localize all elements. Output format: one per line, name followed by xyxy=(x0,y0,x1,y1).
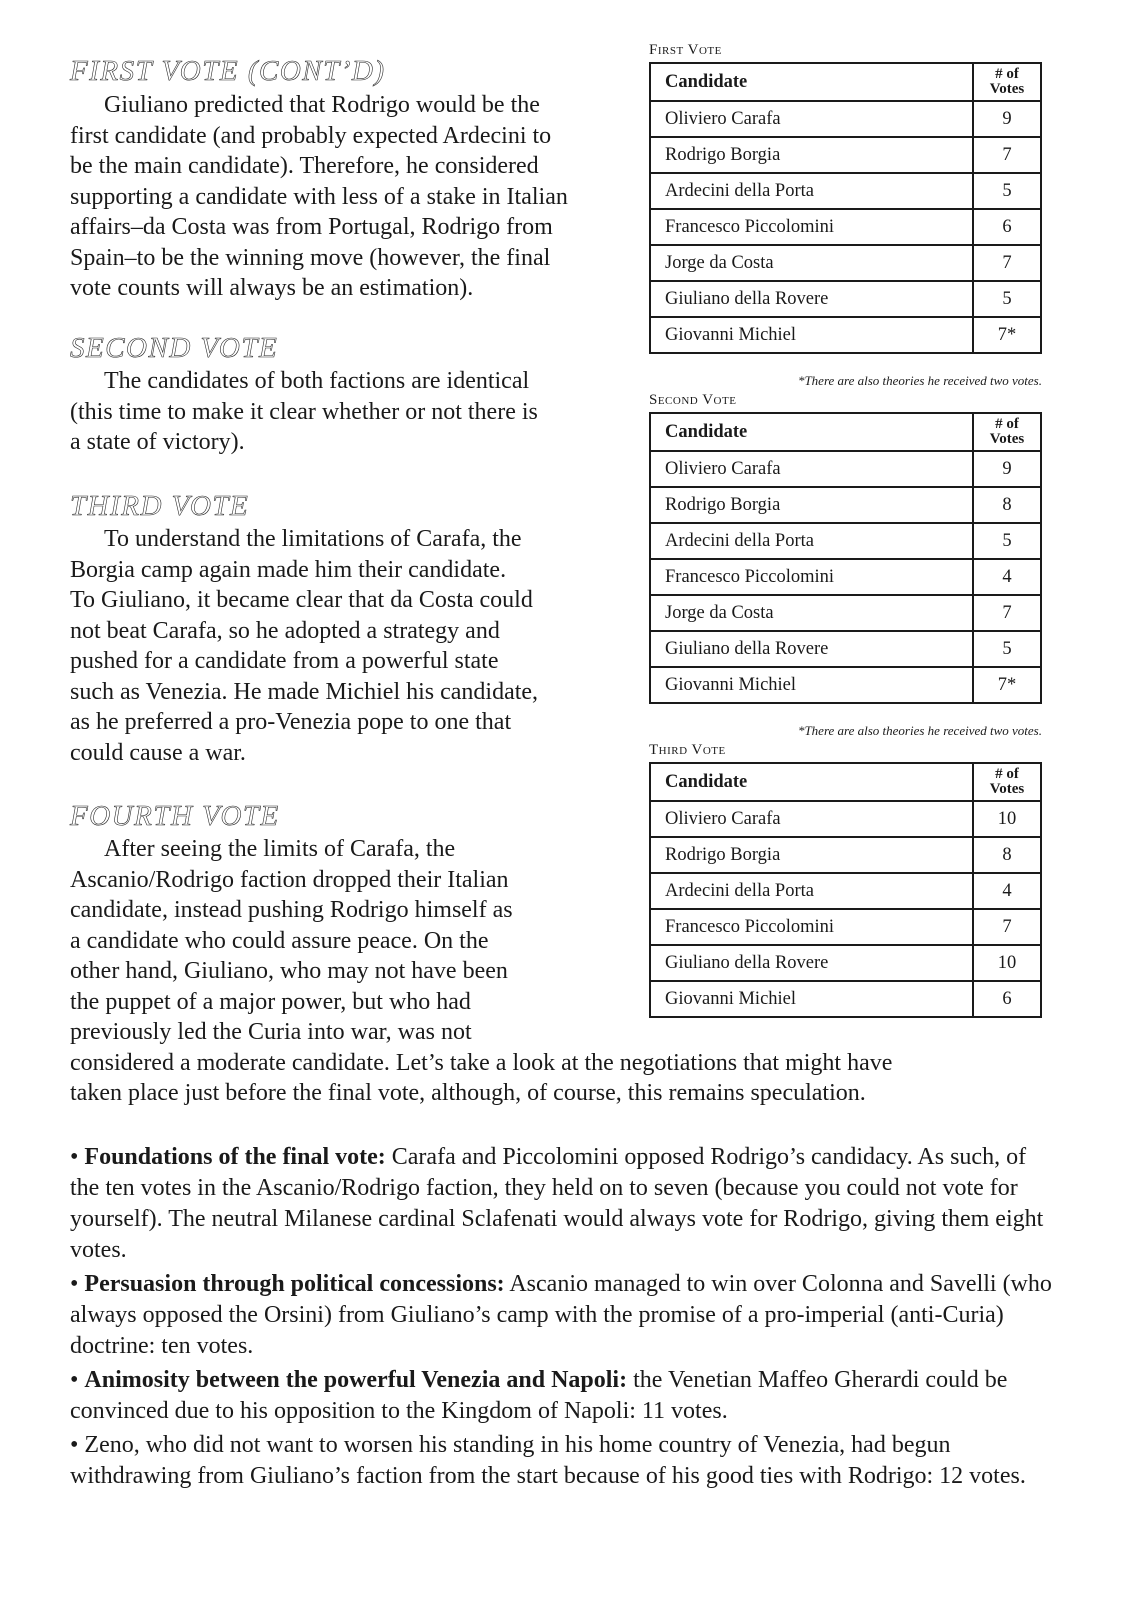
table-header-row xyxy=(650,413,1041,451)
candidate-name: Giovanni Michiel xyxy=(650,317,973,353)
para-line: such as Venezia. He made Michiel his candidate, xyxy=(70,678,539,705)
para-line: To understand the limitations of Carafa, the xyxy=(104,526,522,552)
para-line: a candidate who could assure peace. On the xyxy=(70,927,489,954)
bullet-lead: Persuasion through political concessions: xyxy=(84,1271,505,1297)
bullet-icon: • xyxy=(70,1144,85,1170)
candidate-name: Ardecini della Porta xyxy=(650,523,973,559)
vote-count: 8 xyxy=(973,837,1041,873)
vote-count: 7* xyxy=(973,667,1041,703)
table-row xyxy=(650,317,1041,353)
negotiation-bullet-list xyxy=(70,1142,1060,1495)
para-line: taken place just before the final vote, although, of course, this remains speculation. xyxy=(70,1080,866,1106)
header-votes xyxy=(973,63,1041,101)
header-votes-line2: Votes xyxy=(989,781,1025,797)
vote-count: 7* xyxy=(973,317,1041,353)
table-row xyxy=(650,281,1041,317)
candidate-name: Oliviero Carafa xyxy=(650,101,973,137)
candidate-name: Rodrigo Borgia xyxy=(650,487,973,523)
header-votes-line1: # of xyxy=(995,766,1019,782)
header-votes-line1: # of xyxy=(995,416,1019,432)
table-row xyxy=(650,523,1041,559)
vote-count: 8 xyxy=(973,487,1041,523)
para-line: Ascanio/Rodrigo faction dropped their Italian xyxy=(70,866,509,893)
table-header-row xyxy=(650,63,1041,101)
table-row xyxy=(650,945,1041,981)
vote-count: 7 xyxy=(973,595,1041,631)
bullet-text: Ascanio managed to win over Colonna and Savelli (who always opposed the Orsini) from Giuliano’s camp with the promise of a pro-imperial (anti-Curia) doctrine: ten votes. xyxy=(70,1271,1052,1359)
bullet-icon: • xyxy=(70,1271,85,1297)
heading-first-vote-contd: FIRST VOTE (CONT’D) xyxy=(70,55,386,87)
vote-count: 7 xyxy=(973,137,1041,173)
bullet-icon: • xyxy=(70,1367,85,1393)
footnote-first-vote: *There are also theories he received two votes. xyxy=(797,373,1042,388)
candidate-name: Oliviero Carafa xyxy=(650,451,973,487)
list-item xyxy=(70,1269,1060,1362)
vote-count: 5 xyxy=(973,631,1041,667)
vote-count: 9 xyxy=(973,451,1041,487)
heading-second-vote: SECOND VOTE xyxy=(70,332,279,364)
para-line: previously led the Curia into war, was not xyxy=(70,1019,472,1045)
candidate-name: Ardecini della Porta xyxy=(650,173,973,209)
para-line: Spain–to be the winning move (however, the final xyxy=(70,244,551,271)
para-line: Borgia camp again made him their candidate. xyxy=(70,556,507,583)
table-row xyxy=(650,631,1041,667)
table-row xyxy=(650,487,1041,523)
table-row xyxy=(650,801,1041,837)
vote-count: 6 xyxy=(973,209,1041,245)
para-line: candidate, instead pushing Rodrigo himself as xyxy=(70,897,513,923)
candidate-name: Francesco Piccolomini xyxy=(650,209,973,245)
table-row xyxy=(650,559,1041,595)
table-caption-first-vote: First Vote xyxy=(649,42,722,58)
para-line: be the main candidate). Therefore, he considered xyxy=(70,153,539,179)
paragraph-first-vote-contd xyxy=(70,90,568,304)
table-row xyxy=(650,451,1041,487)
para-line: pushed for a candidate from a powerful state xyxy=(70,648,499,674)
vote-count: 9 xyxy=(973,101,1041,137)
para-line: supporting a candidate with less of a stake in Italian xyxy=(70,183,568,210)
bullet-lead: Foundations of the final vote: xyxy=(84,1144,386,1170)
bullet-text: Zeno, who did not want to worsen his standing in his home country of Venezia, had begun withdrawing from Giuliano’s faction from the start because of his good ties with Rodrigo: 12 votes. xyxy=(70,1432,1026,1489)
list-item xyxy=(70,1365,1060,1427)
table-row xyxy=(650,209,1041,245)
candidate-name: Giovanni Michiel xyxy=(650,981,973,1017)
table-row xyxy=(650,909,1041,945)
para-line: affairs–da Costa was from Portugal, Rodrigo from xyxy=(70,214,553,240)
bullet-text: the Venetian Maffeo Gherardi could be convinced due to his opposition to the Kingdom of Napoli: 11 votes. xyxy=(70,1367,1008,1424)
candidate-name: Rodrigo Borgia xyxy=(650,837,973,873)
table-row xyxy=(650,873,1041,909)
table-row xyxy=(650,837,1041,873)
para-line: as he preferred a pro-Venezia pope to one that xyxy=(70,709,512,735)
para-line: other hand, Giuliano, who may not have been xyxy=(70,958,508,984)
candidate-name: Giuliano della Rovere xyxy=(650,945,973,981)
para-line: the puppet of a major power, but who had xyxy=(70,988,471,1015)
heading-third-vote: THIRD VOTE xyxy=(70,490,250,522)
candidate-name: Jorge da Costa xyxy=(650,245,973,281)
candidate-name: Rodrigo Borgia xyxy=(650,137,973,173)
para-line: The candidates of both factions are identical xyxy=(104,368,530,394)
candidate-name: Giuliano della Rovere xyxy=(650,631,973,667)
vote-count: 5 xyxy=(973,523,1041,559)
header-votes-line1: # of xyxy=(995,66,1019,82)
para-line: To Giuliano, it became clear that da Costa could xyxy=(70,587,533,613)
vote-count: 4 xyxy=(973,559,1041,595)
table-row xyxy=(650,981,1041,1017)
header-votes xyxy=(973,763,1041,801)
para-line: After seeing the limits of Carafa, the xyxy=(104,836,456,862)
para-line: (this time to make it clear whether or not there is xyxy=(70,398,538,425)
table-row xyxy=(650,137,1041,173)
list-item xyxy=(70,1430,1060,1492)
vote-count: 5 xyxy=(973,173,1041,209)
vote-count: 10 xyxy=(973,801,1041,837)
para-line: Giuliano predicted that Rodrigo would be the xyxy=(104,92,540,118)
header-votes xyxy=(973,413,1041,451)
candidate-name: Oliviero Carafa xyxy=(650,801,973,837)
candidate-name: Ardecini della Porta xyxy=(650,873,973,909)
para-line: could cause a war. xyxy=(70,739,246,766)
para-line: considered a moderate candidate. Let’s take a look at the negotiations that might have xyxy=(70,1049,893,1076)
para-line: vote counts will always be an estimation). xyxy=(70,275,474,301)
table-row xyxy=(650,667,1041,703)
bullet-icon: • xyxy=(70,1432,85,1458)
paragraph-third-vote xyxy=(70,524,538,768)
header-votes-line2: Votes xyxy=(989,81,1025,97)
table-caption-third-vote: Third Vote xyxy=(649,742,726,758)
candidate-name: Francesco Piccolomini xyxy=(650,559,973,595)
table-header-row xyxy=(650,763,1041,801)
vote-count: 6 xyxy=(973,981,1041,1017)
table-first-vote xyxy=(649,62,1042,354)
header-candidate: Candidate xyxy=(650,763,973,801)
candidate-name: Jorge da Costa xyxy=(650,595,973,631)
heading-fourth-vote: FOURTH VOTE xyxy=(70,800,280,832)
footnote-second-vote: *There are also theories he received two votes. xyxy=(797,723,1042,738)
table-second-vote xyxy=(649,412,1042,704)
vote-count: 7 xyxy=(973,245,1041,281)
bullet-lead: Animosity between the powerful Venezia and Napoli: xyxy=(84,1367,628,1393)
table-third-vote xyxy=(649,762,1042,1018)
vote-count: 4 xyxy=(973,873,1041,909)
list-item xyxy=(70,1142,1060,1266)
vote-count: 7 xyxy=(973,909,1041,945)
vote-count: 10 xyxy=(973,945,1041,981)
header-candidate: Candidate xyxy=(650,413,973,451)
para-line: not beat Carafa, so he adopted a strategy and xyxy=(70,617,500,644)
vote-count: 5 xyxy=(973,281,1041,317)
table-row xyxy=(650,101,1041,137)
table-row xyxy=(650,595,1041,631)
header-candidate: Candidate xyxy=(650,63,973,101)
paragraph-second-vote xyxy=(70,366,538,458)
candidate-name: Francesco Piccolomini xyxy=(650,909,973,945)
table-row xyxy=(650,173,1041,209)
table-caption-second-vote: Second Vote xyxy=(649,392,737,408)
header-votes-line2: Votes xyxy=(989,431,1025,447)
bullet-text: Carafa and Piccolomini opposed Rodrigo’s candidacy. As such, of the ten votes in the Ascanio/Rodrigo faction, they held on to seven (because you could not vote for yourself). The neutral Milanese cardinal Sclafenati would always vote for Rodrigo, giving them eight votes. xyxy=(70,1144,1044,1263)
candidate-name: Giuliano della Rovere xyxy=(650,281,973,317)
para-line: a state of victory). xyxy=(70,429,245,455)
para-line: first candidate (and probably expected Ardecini to xyxy=(70,122,552,149)
candidate-name: Giovanni Michiel xyxy=(650,667,973,703)
table-row xyxy=(650,245,1041,281)
